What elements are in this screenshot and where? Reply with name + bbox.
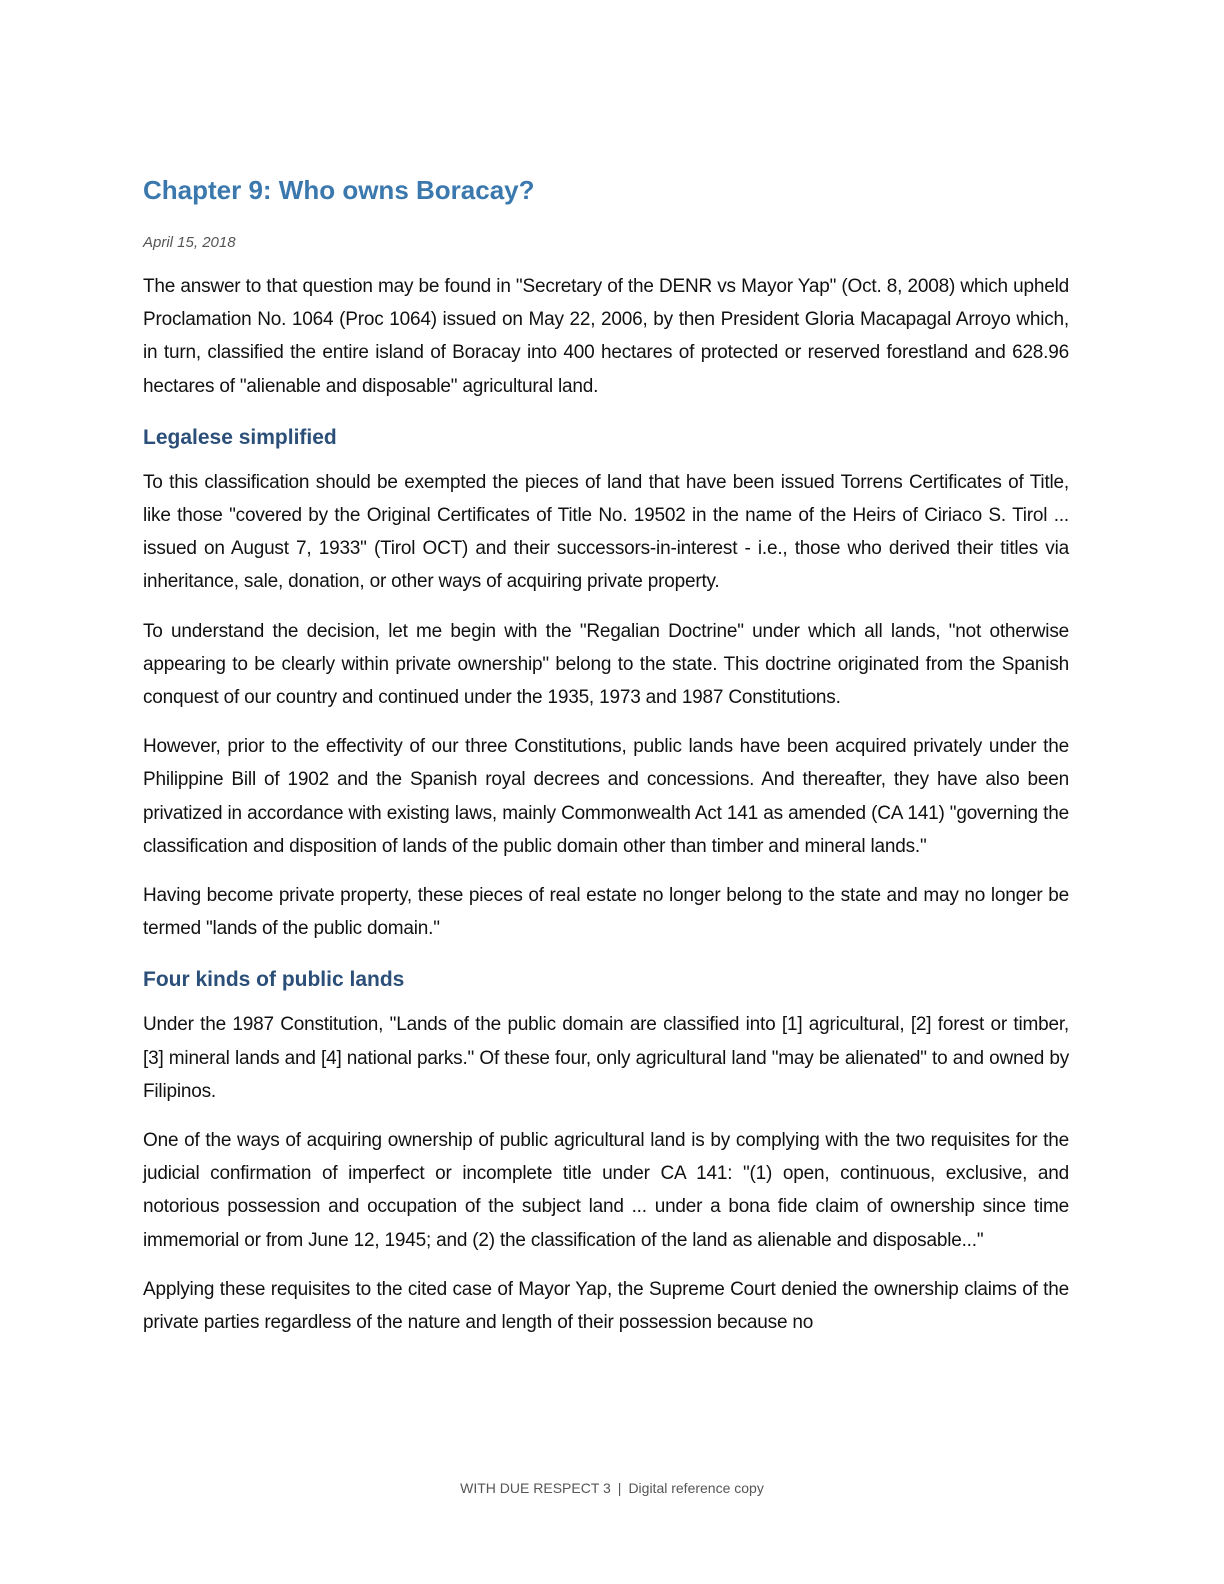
chapter-title: Chapter 9: Who owns Boracay? [143, 175, 535, 205]
paragraph: One of the ways of acquiring ownership of public agricultural land is by complying with the two requisites for the judicial confirmation of imperfect or incomplete title under CA 141: "(1) open, continuous, exclusive, and notorious possession and occupation of the subject land ... under a bona fide claim of ownership since time immemorial or from June 12, 1945; and (2) the classification of the land as alienable and disposable..." [143, 1130, 1069, 1251]
section-heading-legalese: Legalese simplified [143, 425, 337, 449]
document-page [143, 168, 1069, 1355]
footer-running-title: WITH DUE RESPECT 3 [460, 1480, 611, 1496]
intro-paragraph: The answer to that question may be found in "Secretary of the DENR vs Mayor Yap" (Oct. 8, 2008) which upheld Proclamation No. 1064 (Proc 1064) issued on May 22, 2006, by then President Gloria Macapagal Arroyo which, in turn, classified the entire island of Boracay into 400 hectares of protected or reserved forestland and 628.96 hectares of "alienable and disposable" agricultural land. [143, 276, 1069, 397]
footer-copy-note: Digital reference copy [628, 1480, 764, 1496]
paragraph: Under the 1987 Constitution, "Lands of the public domain are classified into [1] agricultural, [2] forest or timber, [3] mineral lands and [4] national parks." Of these four, only agricultural land "may be alienated" to and owned by Filipinos. [143, 1014, 1069, 1102]
page-footer [0, 1478, 1224, 1498]
paragraph: To understand the decision, let me begin with the "Regalian Doctrine" under which all lands, "not otherwise appearing to be clearly within private ownership" belong to the state. This doctrine originated from the Spanish conquest of our country and continued under the 1935, 1973 and 1987 Constitutions. [143, 620, 1069, 709]
publication-date: April 15, 2018 [143, 234, 236, 251]
section-heading-four-kinds: Four kinds of public lands [143, 968, 405, 992]
paragraph: Having become private property, these pieces of real estate no longer belong to the state and may no longer be termed "lands of the public domain." [143, 885, 1069, 940]
paragraph: Applying these requisites to the cited case of Mayor Yap, the Supreme Court denied the ownership claims of the private parties regardless of the nature and length of their possession because no [143, 1278, 1069, 1334]
paragraph: To this classification should be exempted the pieces of land that have been issued Torrens Certificates of Title, like those "covered by the Original Certificates of Title No. 19502 in the name of the Heirs of Ciriaco S. Tirol ... issued on August 7, 1933" (Tirol OCT) and their successors-in-interest - i.e., those who derived their titles via inheritance, sale, donation, or other ways of acquiring private property. [143, 471, 1069, 593]
footer-separator: | [617, 1480, 622, 1496]
paragraph: However, prior to the effectivity of our three Constitutions, public lands have been acquired privately under the Philippine Bill of 1902 and the Spanish royal decrees and concessions. And thereafter, they have also been privatized in accordance with existing laws, mainly Commonwealth Act 141 as amended (CA 141) "governing the classification and disposition of lands of the public domain other than timber and mineral lands." [143, 736, 1069, 857]
